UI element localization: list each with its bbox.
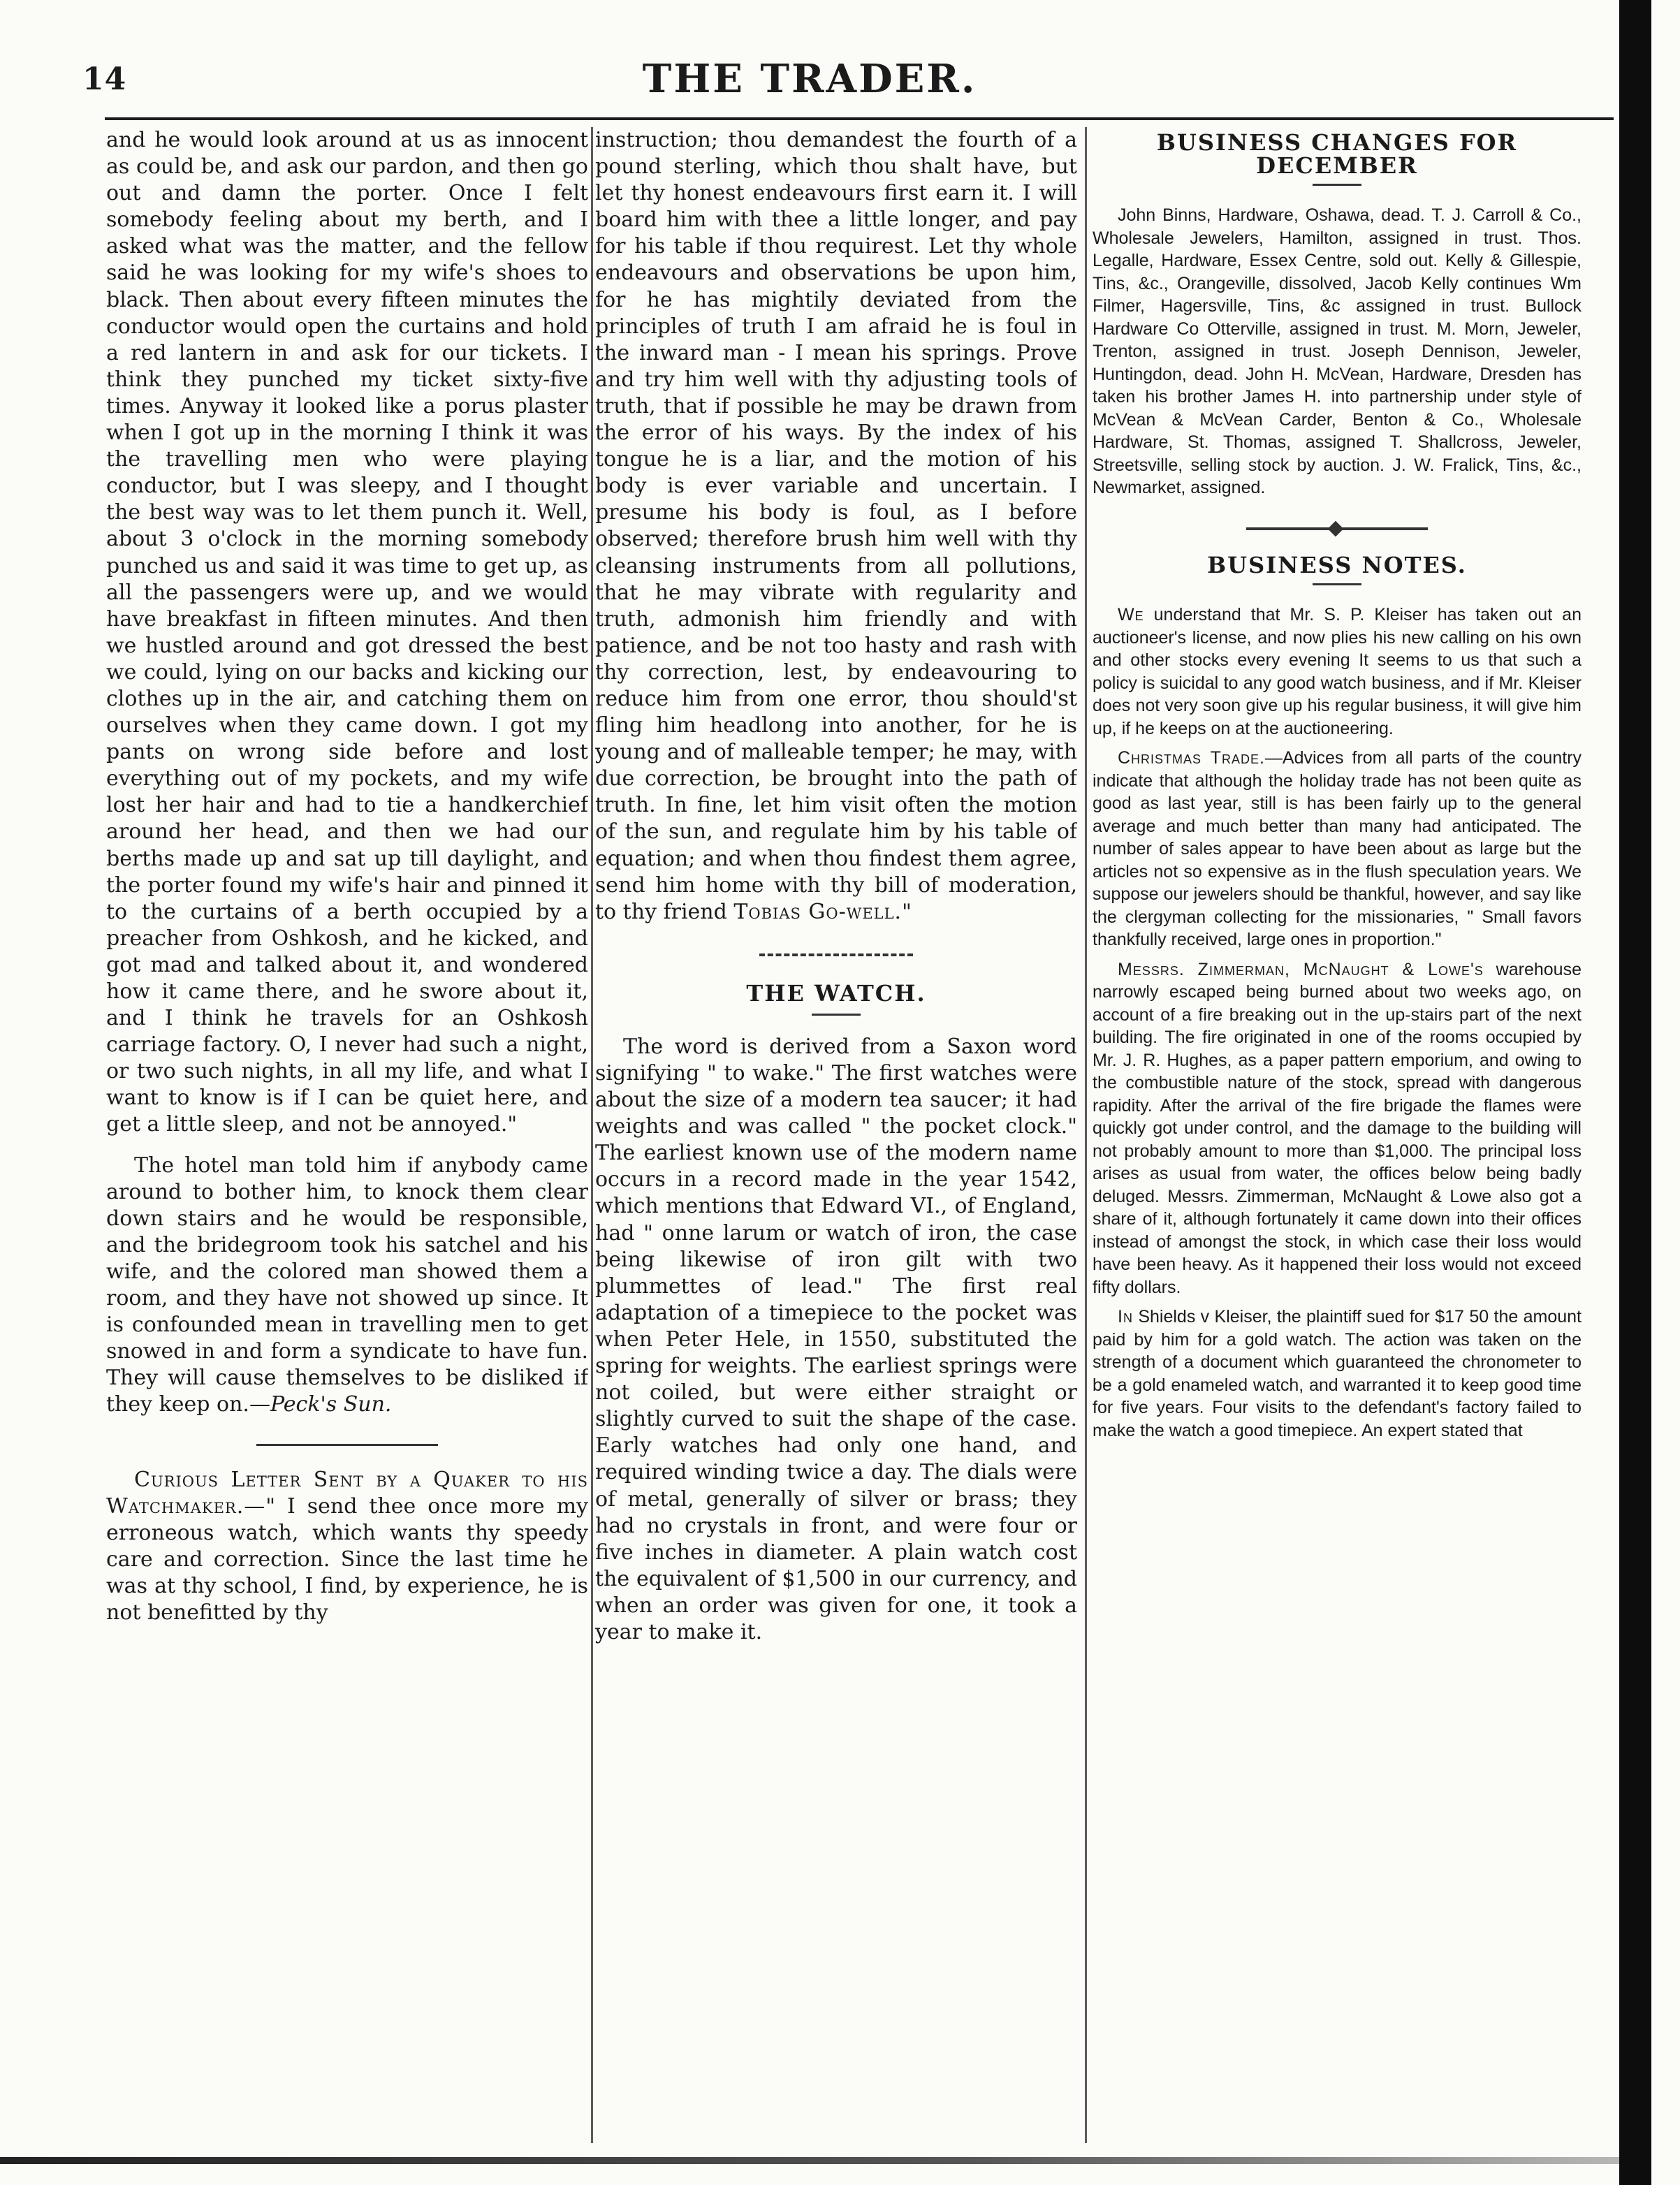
section-rule [256, 1444, 438, 1446]
business-changes-list: John Binns, Hardware, Oshawa, dead. T. J. Carroll & Co., Wholesale Jewelers, Hamilton, assigned in trust. Thos. Legalle, Hardware, Essex Centre, sold out. Kelly & Gillespie, Tins, &c., Orangeville, dissolved, Jacob Kelly continues Wm Filmer, Hagersville, Tins, &c assigned in trust. Bullock Hardware Co Otterville, assigned in trust. M. Morn, Jeweler, Trenton, assigned in trust. Joseph Dennison, Jeweler, Huntingdon, dead. John H. McVean, Hardware, Dresden has taken his brother James H. into partnership under style of McVean & McVean Carder, Benton & Co., Wholesale Hardware, St. Thomas, assigned T. Shallcross, Jeweler, Streetsville, selling stock by auction. J. W. Fralick, Tins, &c., Newmarket, assigned. [1093, 205, 1582, 497]
note-lead-in: We [1118, 605, 1144, 624]
header-rule [105, 117, 1614, 120]
article-lead-in: Curious Letter Sent by a Quaker to his Watchmaker.— [106, 1467, 588, 1519]
section-rule [759, 953, 913, 956]
business-note [1093, 604, 1582, 740]
page-header [0, 50, 1619, 113]
article-paragraph [106, 1467, 588, 1627]
note-lead-in: In [1118, 1307, 1133, 1327]
column-1 [106, 127, 588, 2143]
note-text: warehouse narrowly escaped being burned about two weeks ago, on account of a fire breaking out in the up-stairs part of the next building. The fire originated in one of the rooms occupied by Mr. J. R. Hughes, as a paper pattern emporium, and owing to the combustible nature of the stock, spread with dangerous rapidity. After the arrival of the fire brigade the flames were quickly got under control, and the damage to the building will not probably amount to more than $1,000. The principal loss arises as usual from water, the offices below being badly deluged. Messrs. Zimmerman, McNaught & Lowe also got a share of it, although fortunately it came down into their offices instead of amongst the stock, in which case their loss would have been heavy. As it happened their loss would not exceed fifty dollars. [1093, 959, 1582, 1297]
article-paragraph [106, 1153, 588, 1419]
masthead-title: THE TRADER. [642, 56, 977, 102]
paragraph-text: instruction; thou demandest the fourth of a pound sterling, which thou shalt have, but let thy honest endeavours first earn it. I will board him with thee a little longer, and pay for his table if thou requirest. Let thy whole endeavours and observations be upon him, for he has mightily deviated from the principles of truth I am afraid he is foul in the inward man - I mean his springs. Prove and try him well with thy adjusting tools of truth, that if possible he may be drawn from the error of his ways. By the index of his tongue he is a liar, and the motion of his body is ever variable and uncertain. I presume his body is foul, as I before observed; therefore brush him well with thy cleansing instruments from all pollutions, that he may vibrate with regularity and truth, admonish him friendly and with patience, and be not too hasty and rash with thy correction, lest, by endeavouring to reduce him from one error, thou should'st fling him headlong into another, for he is young and of malleable temper; he may, with due correction, be brought into the path of truth. In fine, let him visit often the motion of the sun, and regulate him by his table of equation; and when thou findest them agree, send him home with thy bill of moderation, to thy friend [595, 128, 1077, 924]
business-note [1093, 747, 1582, 951]
article-paragraph [595, 127, 1077, 926]
column-divider [591, 127, 593, 2143]
heading-rule [1313, 583, 1361, 585]
business-note [1093, 958, 1582, 1299]
column-2 [595, 127, 1077, 2143]
note-text: Shields v Kleiser, the plaintiff sued for $17 50 the amount paid by him for a gold watch. The action was taken on the strength of a document which guaranteed the chronometer to be a gold enameled watch, and warranted it to keep good time for five years. Four visits to the defendant's factory failed to make the watch a good timepiece. An expert stated that [1093, 1307, 1582, 1440]
note-lead-in: Messrs. Zimmerman, McNaught & Lowe's [1118, 959, 1484, 979]
section-heading: BUSINESS CHANGES FOR DECEMBER [1156, 129, 1518, 179]
section-heading: THE WATCH. [746, 979, 926, 1007]
note-text: understand that Mr. S. P. Kleiser has taken out an auctioneer's license, and now plies his new calling on his own and other stocks every evening It seems to us that such a policy is suicidal to any good watch business, and if Mr. Kleiser does not very soon give up his regular business, it will give him up, if he keeps on at the auctioneering. [1093, 605, 1582, 738]
heading-rule [1313, 184, 1361, 186]
page-number: 14 [82, 61, 127, 97]
article-paragraph: The word is derived from a Saxon word signifying " to wake." The first watches were about the size of a modern tea saucer; it had weights and was called " the pocket clock." The earliest known use of the modern name occurs in a record made in the year 1542, which mentions that Edward VI., of England, had " onne larum or watch of iron, the case being likewise of iron gilt with two plummettes of lead." The first real adaptation of a timepiece to the pocket was when Peter Hele, in 1550, substituted the spring for weights. The earliest springs were not coiled, but were either straight or slightly curved to suit the shape of the case. Early watches had only one hand, and required winding twice a day. The dials were of metal, generally of silver or brass; they had no crystals in front, and were four or five inches in diameter. A plain watch cost the equivalent of $1,500 in our currency, and when an order was given for one, it took a year to make it. [595, 1034, 1077, 1644]
ornamental-rule [1246, 527, 1428, 530]
business-note [1093, 1306, 1582, 1442]
letter-signature: Tobias Go-well." [733, 899, 912, 924]
article-paragraph: and he would look around at us as innocent as could be, and ask our pardon, and then go out and damn the porter. Once I felt somebody feeling about my berth, and I asked what was the matter, and the fellow said he was looking for my wife's shoes to black. Then about every fifteen minutes the conductor would open the curtains and hold a red lantern in and ask for our tickets. I think they punched my ticket sixty-five times. Anyway it looked like a porus plaster when I got up in the morning I think it was the travelling men who were playing conductor, but I was sleepy, and I thought the best way was to let them punch it. Well, about 3 o'clock in the morning somebody punched us and said it was time to get up, as all the passengers were up, and we would have breakfast in fifteen minutes. And then we hustled around and got dressed the best we could, lying on our backs and kicking our clothes up in the air, and catching them on ourselves when they came down. I got my pants on wrong side before and lost everything out of my pockets, and my wife lost her hair and had to tie a handkerchief around her head, and then we had our berths made up and sat up till daylight, and the porter found my wife's hair and pinned it to the curtains of a berth occupied by a preacher from Oshkosh, and he kicked, and got mad and talked about it, and wondered how it came there, and he swore about it, and I think he travels for an Oshkosh carriage factory. O, I never had such a night, or two such nights, in all my life, and what I want to know is if I can be quiet here, and get a little sleep, and not be annoyed." [106, 128, 588, 1137]
scan-edge-bar [1619, 0, 1651, 2185]
source-credit: Peck's Sun. [270, 1392, 392, 1417]
paragraph-text: " I send thee once more my erroneous watch, which wants thy speedy care and correction. Since the last time he was at thy school, I find, by experience, he is not benefitted by thy [106, 1493, 588, 1625]
scan-bottom-smear [0, 2157, 1619, 2164]
note-lead-in: Christmas Trade. [1118, 748, 1265, 768]
column-divider [1085, 127, 1087, 2143]
column-3 [1093, 127, 1582, 2143]
heading-rule [812, 1014, 861, 1016]
section-heading: BUSINESS NOTES. [1207, 551, 1467, 578]
paragraph-text: The hotel man told him if anybody came around to bother him, to knock them clear down stairs and he would be responsible, and the bridegroom took his satchel and his wife, and the colored man showed them a room, and they have not showed up since. It is confounded mean in travelling men to get snowed in and form a syndicate to have fun. They will cause themselves to be disliked if they keep on.— [106, 1153, 588, 1417]
note-text: —Advices from all parts of the country indicate that although the holiday trade has not been quite as good as last year, still is has been fairly up to the general average and much better than many had anticipated. The number of sales appear to have been about as large but the articles not so expensive as in the flush speculation years. We suppose our jewelers should be thankful, however, and say like the clergyman collecting for the missionaries, " Small favors thankfully received, large ones in proportion." [1093, 748, 1582, 949]
